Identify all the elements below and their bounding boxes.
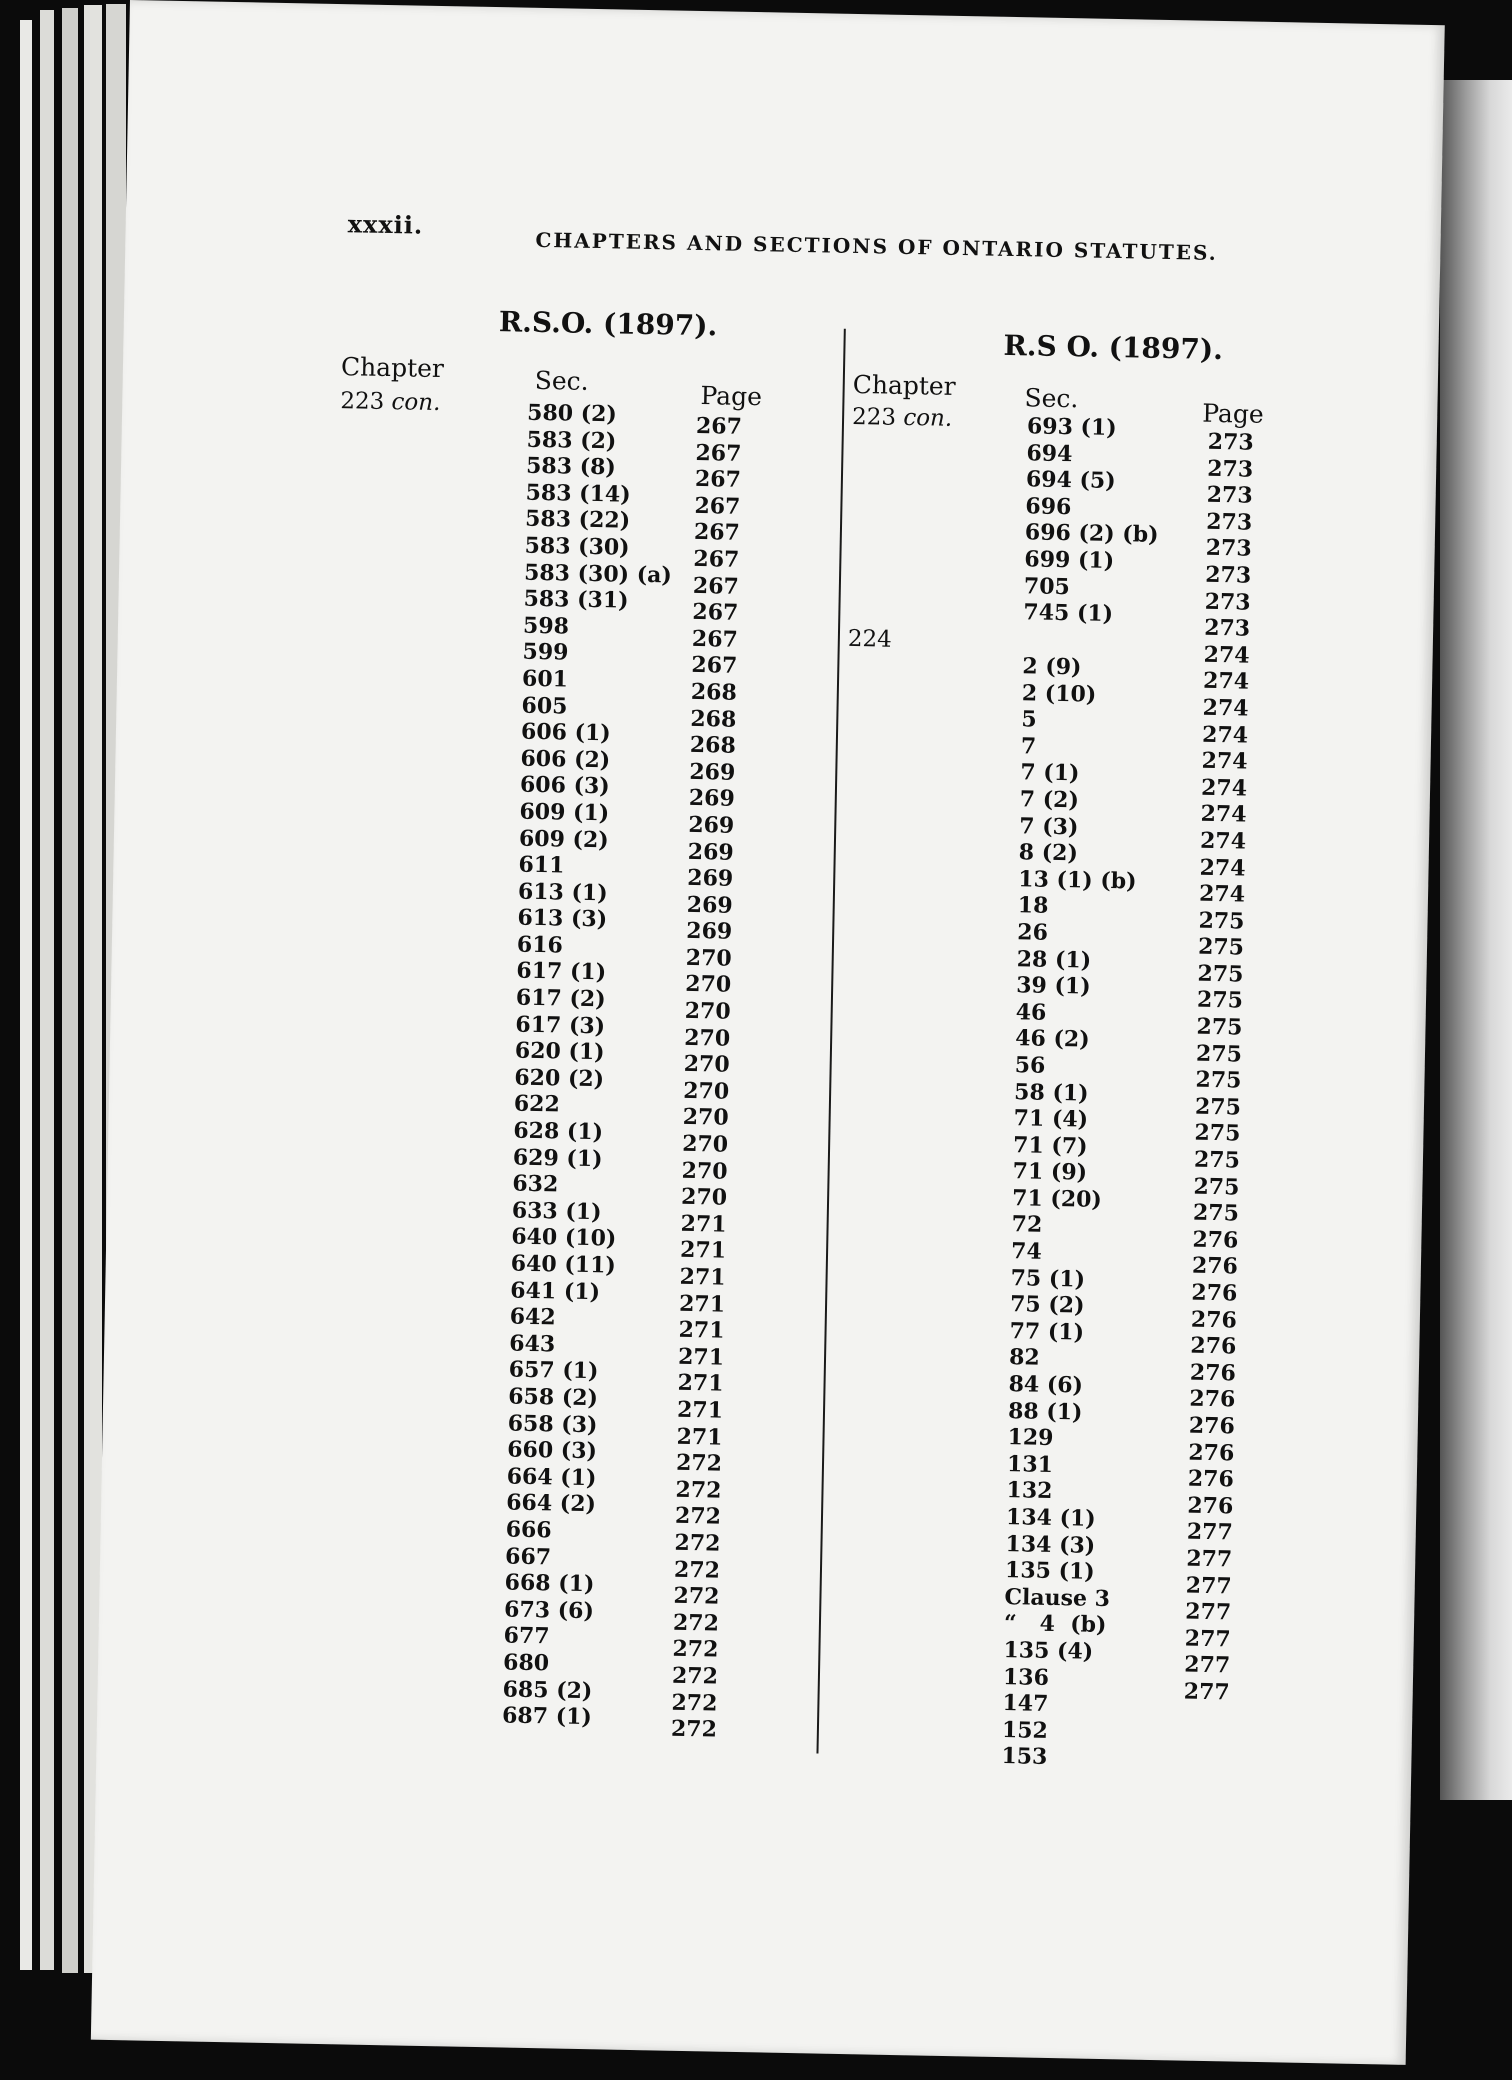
left-table-title: R.S.O. (1897). (498, 305, 718, 343)
chapter-number: 223 (851, 403, 897, 431)
right-section-list-223 (1023, 413, 1197, 629)
page-entry: 270 (683, 1051, 730, 1078)
page-entry: 267 (692, 599, 739, 626)
page-entry: 271 (676, 1396, 724, 1424)
page-entry: 271 (677, 1343, 725, 1371)
section-entry: 7 (2) (1019, 786, 1080, 814)
section-entry: 56 (1014, 1052, 1046, 1079)
page-entry: 274 (1202, 668, 1250, 695)
page-entry: 275 (1198, 907, 1245, 935)
page-entry: 267 (695, 439, 742, 467)
section-entry: 685 (2) (502, 1675, 593, 1704)
page-entry: 274 (1200, 801, 1247, 828)
page-entry: 273 (1203, 614, 1251, 642)
page-entry: 271 (679, 1237, 727, 1265)
right-chapter-number-224: 224 (847, 625, 893, 653)
section-entry: 609 (1) (519, 798, 610, 827)
section-entry: 605 (521, 692, 568, 720)
section-entry: 5 (1021, 706, 1037, 733)
page-entry: 272 (672, 1636, 719, 1663)
section-entry: 134 (3) (1005, 1530, 1096, 1559)
page-entry: 269 (687, 838, 734, 866)
section-entry: 609 (2) (518, 825, 609, 853)
chapter-number: 223 (340, 388, 385, 415)
page-entry: 272 (673, 1556, 721, 1584)
section-entry: 673 (6) (503, 1596, 595, 1624)
chapter-continued: con. (391, 389, 441, 417)
running-title: CHAPTERS AND SECTIONS OF ONTARIO STATUTES. (535, 227, 1218, 265)
section-entry: 640 (10) (511, 1223, 617, 1252)
section-entry: 658 (3) (507, 1410, 598, 1438)
section-entry: 28 (1) (1016, 945, 1092, 974)
section-entry: 745 (1) (1023, 599, 1114, 628)
section-entry: 7 (1) (1020, 759, 1080, 787)
page-entry: 270 (684, 997, 731, 1025)
section-entry: 657 (1) (508, 1356, 599, 1385)
page-entry: 274 (1201, 747, 1248, 775)
page-entry: 268 (689, 732, 737, 759)
section-entry: 668 (1) (504, 1569, 595, 1598)
page-entry: 275 (1192, 1199, 1240, 1227)
section-entry: 82 (1008, 1344, 1040, 1372)
page-entry: 275 (1194, 1093, 1242, 1121)
page-entry: 274 (1201, 721, 1249, 749)
page-entry: 271 (676, 1423, 723, 1451)
section-entry: 583 (31) (523, 585, 629, 614)
section-entry: 643 (509, 1330, 556, 1358)
page-entry: 267 (691, 652, 738, 680)
page-entry: 276 (1188, 1412, 1236, 1440)
section-entry: 620 (1) (514, 1037, 605, 1066)
section-entry: 131 (1006, 1450, 1054, 1478)
page-entry: 274 (1199, 854, 1246, 882)
page-entry: 275 (1195, 1066, 1242, 1094)
section-entry: 606 (2) (520, 745, 611, 774)
section-entry: 694 (1026, 439, 1073, 467)
page-edge-3 (62, 8, 78, 1973)
section-entry: 622 (513, 1091, 561, 1118)
page-entry: 267 (693, 519, 741, 547)
left-section-list (501, 399, 673, 1732)
section-entry: 666 (505, 1516, 552, 1544)
page-entry: 272 (675, 1476, 722, 1504)
section-entry: 580 (2) (526, 399, 618, 428)
page-entry: 276 (1192, 1226, 1239, 1254)
section-entry: 680 (502, 1649, 550, 1677)
section-entry: 699 (1) (1024, 546, 1115, 574)
page-entry: 275 (1193, 1173, 1240, 1201)
page-entry: 270 (685, 971, 732, 999)
right-page-heading: Page (1201, 398, 1264, 429)
section-entry: 39 (1) (1015, 972, 1091, 1000)
page-entry: 277 (1185, 1572, 1233, 1599)
page-entry: 269 (686, 918, 733, 946)
section-entry: 152 (1001, 1716, 1049, 1744)
page-entry: 267 (693, 545, 740, 573)
page-entry: 271 (677, 1370, 724, 1398)
section-entry: 629 (1) (512, 1144, 603, 1172)
page-entry: 276 (1187, 1492, 1234, 1520)
page-entry: 269 (686, 891, 733, 919)
page-number: xxxii. (347, 209, 424, 240)
page-entry: 275 (1197, 960, 1244, 988)
section-entry: 583 (2) (526, 426, 617, 455)
page-entry: 276 (1189, 1385, 1236, 1413)
page-entry: 277 (1186, 1518, 1234, 1546)
page-entry: 274 (1198, 880, 1246, 908)
page-entry: 269 (689, 758, 736, 786)
section-entry: 606 (1) (520, 718, 611, 747)
section-entry: 26 (1017, 919, 1049, 946)
page-entry: 269 (688, 811, 735, 839)
section-entry: 693 (1) (1026, 413, 1117, 442)
section-entry: 667 (504, 1543, 552, 1570)
section-entry: 696 (1025, 493, 1072, 520)
section-entry: 132 (1006, 1477, 1053, 1505)
section-entry: 2 (10) (1021, 679, 1097, 708)
section-entry: 616 (516, 931, 564, 959)
section-entry: 628 (1) (513, 1117, 604, 1146)
section-entry: 606 (3) (519, 771, 610, 800)
page-entry: 267 (694, 466, 742, 494)
page-entry: 270 (680, 1184, 728, 1211)
page-entry: 274 (1200, 774, 1248, 802)
right-chapter-heading: Chapter (852, 369, 956, 401)
section-entry: 658 (2) (508, 1383, 599, 1412)
section-entry: 705 (1023, 572, 1071, 600)
section-entry: 617 (1) (516, 958, 607, 986)
page-entry: 276 (1187, 1465, 1235, 1493)
section-entry: 677 (503, 1622, 550, 1650)
page-entry: 276 (1189, 1359, 1237, 1387)
section-entry: 75 (2) (1009, 1291, 1085, 1319)
page-entry: 273 (1205, 535, 1252, 563)
column-divider (816, 329, 845, 1754)
section-entry: 58 (1) (1013, 1078, 1089, 1107)
section-entry: Clause 3 (1004, 1583, 1111, 1612)
right-sec-heading: Sec. (1024, 383, 1079, 414)
section-entry: 147 (1002, 1690, 1049, 1718)
page-entry: 273 (1205, 508, 1253, 536)
page-entry: 273 (1204, 588, 1251, 616)
page-entry: 271 (678, 1290, 726, 1318)
section-entry: 135 (4) (1003, 1637, 1094, 1665)
section-entry: 71 (20) (1011, 1185, 1103, 1213)
section-entry: 613 (1) (517, 878, 608, 907)
page-entry: 276 (1190, 1332, 1237, 1360)
page-entry: 272 (670, 1715, 718, 1743)
section-entry: 687 (1) (501, 1702, 593, 1731)
section-entry: 660 (3) (506, 1436, 598, 1465)
section-entry: 583 (30) (a) (523, 559, 673, 589)
page-entry: 267 (691, 625, 739, 653)
page-entry: 277 (1186, 1545, 1233, 1573)
section-entry: 583 (22) (524, 506, 631, 535)
section-entry: 633 (1) (511, 1197, 602, 1226)
page-entry: 268 (690, 678, 738, 706)
section-entry: 18 (1017, 892, 1049, 920)
page-entry: 275 (1196, 987, 1244, 1015)
page-edge-1 (20, 20, 32, 1970)
page-entry: 276 (1191, 1279, 1238, 1307)
section-entry: 620 (2) (514, 1064, 605, 1093)
section-entry: 84 (6) (1008, 1371, 1084, 1399)
section-entry: 617 (3) (515, 1011, 606, 1039)
page-entry: 271 (680, 1210, 727, 1238)
section-entry: 74 (1010, 1238, 1043, 1265)
left-page-heading: Page (700, 381, 763, 412)
section-entry: 136 (1002, 1663, 1050, 1691)
page-entry: 268 (690, 705, 737, 733)
page-entry: 267 (692, 572, 740, 600)
section-entry: 129 (1007, 1424, 1054, 1452)
section-entry: 7 (3) (1019, 812, 1079, 840)
section-entry: 134 (1) (1005, 1504, 1096, 1532)
section-entry: 7 (1020, 733, 1037, 760)
page-entry: 273 (1207, 428, 1254, 456)
section-entry: 664 (1) (506, 1463, 597, 1491)
page-entry: 272 (673, 1582, 720, 1610)
page-entry: 276 (1191, 1253, 1239, 1280)
chapter-continued: con. (903, 404, 953, 432)
page-entry: 275 (1196, 1013, 1243, 1041)
page-entry: 274 (1203, 641, 1250, 669)
section-entry: 611 (518, 851, 565, 879)
right-table-title: R.S O. (1897). (1003, 328, 1224, 367)
section-entry: 696 (2) (b) (1024, 519, 1159, 549)
section-entry: 641 (1) (510, 1277, 601, 1305)
section-entry: 583 (14) (525, 479, 631, 508)
section-entry: 632 (512, 1170, 559, 1198)
page-entry: 276 (1188, 1439, 1235, 1467)
page-entry: 277 (1183, 1678, 1230, 1706)
section-entry: 598 (522, 612, 570, 640)
section-entry: 664 (2) (505, 1489, 597, 1518)
section-entry: 46 (2) (1014, 1025, 1090, 1053)
section-entry: 71 (4) (1013, 1105, 1089, 1133)
page-entry: 275 (1194, 1120, 1241, 1147)
page-entry: 270 (682, 1104, 729, 1132)
book-page (91, 0, 1445, 2065)
section-entry: 135 (1) (1004, 1557, 1095, 1585)
section-entry: 2 (9) (1022, 653, 1082, 681)
section-entry: 13 (1) (b) (1018, 865, 1137, 895)
page-entry: 272 (672, 1609, 720, 1637)
page-entry: 270 (685, 944, 732, 972)
section-entry: 617 (2) (515, 984, 606, 1013)
section-entry: 642 (509, 1303, 556, 1331)
page-entry: 277 (1184, 1625, 1231, 1653)
page-entry: 270 (682, 1077, 730, 1105)
page-entry: 272 (674, 1503, 722, 1530)
page-entry: 272 (671, 1662, 719, 1690)
page-entry: 271 (678, 1316, 725, 1344)
page-entry: 276 (1190, 1306, 1238, 1334)
page-entry: 273 (1206, 481, 1253, 509)
facing-page-edge (1440, 80, 1512, 1800)
page-entry: 270 (681, 1130, 729, 1158)
page-entry: 277 (1185, 1598, 1232, 1626)
section-entry: 599 (522, 639, 569, 666)
section-entry: 77 (1) (1009, 1317, 1085, 1346)
page-entry: 267 (694, 492, 741, 520)
section-entry: 694 (5) (1025, 466, 1116, 495)
section-entry: 153 (1001, 1743, 1048, 1771)
page-entry: 275 (1195, 1040, 1243, 1068)
page-entry: 272 (674, 1529, 721, 1557)
page-entry: 272 (675, 1449, 723, 1477)
section-entry: 75 (1) (1010, 1264, 1086, 1293)
page-entry: 270 (681, 1157, 728, 1185)
left-sec-heading: Sec. (534, 365, 589, 396)
section-entry: “ 4 (b) (1003, 1610, 1107, 1639)
section-entry: 8 (2) (1018, 839, 1079, 867)
page-entry: 275 (1197, 933, 1245, 961)
page-entry: 275 (1193, 1146, 1241, 1174)
section-entry: 72 (1011, 1211, 1043, 1239)
page-entry: 272 (671, 1689, 718, 1717)
section-entry: 583 (30) (524, 532, 630, 561)
section-entry: 601 (521, 665, 569, 693)
page-edge-2 (40, 10, 54, 1970)
page-entry: 274 (1202, 694, 1249, 722)
section-entry: 583 (8) (525, 452, 617, 481)
page-entry: 270 (683, 1024, 731, 1052)
page-entry: 274 (1199, 827, 1247, 855)
page-entry: 273 (1204, 561, 1252, 589)
section-entry: 71 (9) (1012, 1158, 1088, 1186)
page-entry: 267 (695, 412, 743, 440)
left-chapter-number (340, 388, 441, 416)
left-chapter-heading: Chapter (340, 352, 445, 384)
section-entry: 640 (11) (510, 1250, 617, 1279)
section-entry: 71 (7) (1012, 1131, 1088, 1160)
section-entry: 46 (1015, 998, 1047, 1026)
right-chapter-number (852, 404, 953, 432)
page-entry: 269 (687, 864, 734, 892)
page-entry: 277 (1184, 1651, 1231, 1679)
page-entry: 269 (688, 785, 736, 813)
page-entry: 271 (679, 1263, 726, 1291)
section-entry: 88 (1) (1007, 1397, 1083, 1426)
page-entry: 273 (1207, 455, 1254, 483)
section-entry: 613 (3) (517, 904, 608, 933)
